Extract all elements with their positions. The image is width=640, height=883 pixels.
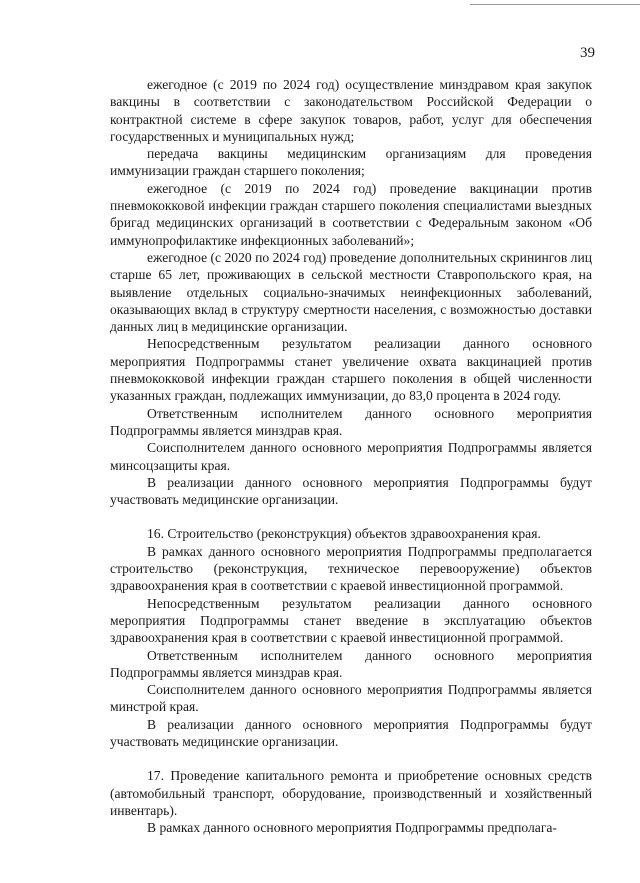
- paragraph: В реализации данного основного мероприятия Подпрограммы будут участвовать медицинские организации.: [110, 716, 592, 749]
- section-heading-17: 17. Проведение капитального ремонта и приобретение основных средств (автомобильный транспорт, оборудование, производственный и хозяйственный инвентарь).: [110, 768, 592, 818]
- paragraph: В реализации данного основного мероприятия Подпрограммы будут участвовать медицинские организации.: [110, 474, 592, 508]
- paragraph: ежегодное (с 2019 по 2024 год) осуществление минздравом края закупок вакцины в соответствии с законодательством Российской Федерации о контрактной системе в сфере закупок товаров, работ, услуг для обеспечения государственных и муниципальных нужд;: [110, 77, 592, 144]
- paragraph: Ответственным исполнителем данного основного мероприятия Подпрограммы является минздрав края.: [110, 647, 592, 680]
- paragraph: Соисполнителем данного основного мероприятия Подпрограммы является минсоцзащиты края.: [110, 440, 592, 473]
- section-spacer: [110, 508, 592, 525]
- paragraph: ежегодное (с 2020 по 2024 год) проведение дополнительных скринингов лиц старше 65 лет, проживающих в сельской местности Ставропольского края, на выявление отдельных социально-значимых неинфекционных заболеваний, оказывающих вклад в структуру смертности населения, с возможностью доставки данных лиц в медицинские организации.: [110, 249, 592, 335]
- paragraph: Соисполнителем данного основного мероприятия Подпрограммы является минстрой края.: [110, 682, 592, 715]
- paragraph: передача вакцины медицинским организациям для проведения иммунизации граждан старшего поколения;: [110, 146, 592, 179]
- paragraph: В рамках данного основного мероприятия Подпрограммы предполага-: [147, 820, 557, 836]
- section-spacer: [110, 750, 592, 767]
- paragraph: Ответственным исполнителем данного основного мероприятия Подпрограммы является минздрав края.: [110, 405, 592, 438]
- section-heading-16: 16. Строительство (реконструкция) объектов здравоохранения края.: [147, 526, 541, 542]
- paragraph: Непосредственным результатом реализации данного основного мероприятия Подпрограммы станет увеличение охвата вакцинацией против пневмококковой инфекции граждан старшего поколения в общей численности указанных граждан, подлежащих иммунизации, до 83,0 процента в 2024 году.: [110, 336, 592, 404]
- paragraph: Непосредственным результатом реализации данного основного мероприятия Подпрограммы станет введение в эксплуатацию объектов здравоохранения края в соответствии с краевой инвестиционной программой.: [110, 595, 592, 646]
- document-body: [110, 76, 592, 836]
- page-number: 39: [580, 45, 595, 61]
- top-edge-line: [470, 4, 640, 5]
- paragraph: В рамках данного основного мероприятия Подпрограммы предполагается строительство (реконструкция, техническое перевооружение) объектов здравоохранения края в соответствии с краевой инвестиционной программой.: [110, 543, 592, 594]
- paragraph: ежегодное (с 2019 по 2024 год) проведение вакцинации против пневмококковой инфекции граждан старшего поколения специалистами выездных бригад медицинских организаций в соответствии с Федеральным законом «Об иммунопрофилактике инфекционных заболеваний»;: [110, 180, 592, 248]
